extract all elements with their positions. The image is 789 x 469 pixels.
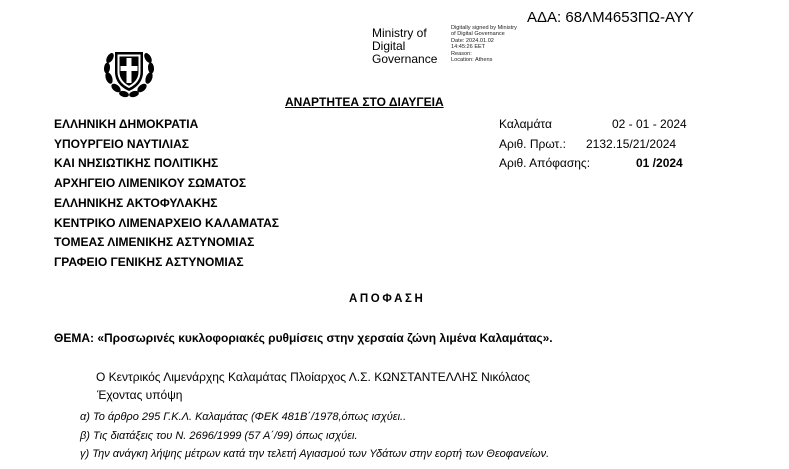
place-label: Καλαμάτα	[499, 117, 552, 131]
signature-detail-line: Digitally signed by Ministry	[451, 25, 517, 31]
consideration-item: α) Το άρθρο 295 Γ.Κ.Λ. Καλαμάτας (ΦΕΚ 481Β΄/1978,όπως ισχύει..	[80, 411, 407, 423]
authority-line: ΚΕΝΤΡΙΚΟ ΛΙΜΕΝΑΡΧΕΙΟ ΚΑΛΑΜΑΤΑΣ	[54, 215, 279, 230]
protocol-label: Αριθ. Πρωτ.:	[499, 136, 566, 151]
document-subject: ΘΕΜΑ: «Προσωρινές κυκλοφοριακές ρυθμίσεις στην χερσαία ζώνη λιμένα Καλαμάτας».	[54, 331, 553, 345]
reference-decision-row	[499, 154, 709, 174]
ada-code: ΑΔΑ: 68ΛΜ4653ΠΩ-ΑΥΥ	[527, 9, 694, 26]
signature-detail-line: 14:45:26 EET	[451, 44, 486, 51]
signature-detail-line: Date: 2024.01.02	[451, 37, 494, 44]
signature-detail-line: of Digital Governance	[451, 31, 505, 38]
signature-detail-line: Location: Athens	[451, 57, 493, 64]
consideration-item: β) Τις διατάξεις του Ν. 2696/1999 (57 Α΄/99) όπως ισχύει.	[80, 429, 358, 442]
signature-detail-line: Reason:	[451, 50, 472, 57]
decision-number: 01 /2024	[636, 156, 683, 171]
protocol-number: 2132.15/21/2024	[586, 136, 677, 151]
posting-title: ΑΝΑΡΤΗΤΕΑ ΣΤΟ ΔΙΑΥΓΕΙΑ	[285, 95, 444, 109]
signature-details	[451, 25, 517, 63]
reference-protocol-row	[499, 135, 709, 155]
having-regard-label: Έχοντας υπόψη	[97, 388, 183, 402]
decision-number-label: Αριθ. Απόφασης:	[499, 156, 591, 171]
authority-line: ΚΑΙ ΝΗΣΙΩΤΙΚΗΣ ΠΟΛΙΤΙΚΗΣ	[54, 156, 219, 171]
authority-line: ΑΡΧΗΓΕΙΟ ΛΙΜΕΝΙΚΟΥ ΣΩΜΑΤΟΣ	[54, 176, 247, 191]
signature-org-line: Ministry of	[372, 26, 427, 40]
authority-line: ΥΠΟΥΡΓΕΙΟ ΝΑΥΤΙΛΙΑΣ	[54, 136, 190, 151]
issuing-authority	[54, 115, 279, 273]
authority-line: ΤΟΜΕΑΣ ΛΙΜΕΝΙΚΗΣ ΑΣΤΥΝΟΜΙΑΣ	[54, 235, 255, 250]
considerations-list	[80, 408, 549, 464]
signature-org-line: Governance	[372, 52, 438, 66]
authority-line: ΕΛΛΗΝΙΚΗ ΔΗΜΟΚΡΑΤΙΑ	[54, 117, 199, 131]
authority-line: ΕΛΛΗΝΙΚΗΣ ΑΚΤΟΦΥΛΑΚΗΣ	[54, 195, 218, 210]
reference-date-row	[499, 115, 709, 135]
authority-line: ΓΡΑΦΕΙΟ ΓΕΝΙΚΗΣ ΑΣΤΥΝΟΜΙΑΣ	[54, 254, 244, 269]
greek-coat-of-arms-icon	[101, 44, 157, 100]
issuing-officer: Ο Κεντρικός Λιμενάρχης Καλαμάτας Πλοίαρχος Λ.Σ. ΚΩΝΣΤΑΝΤΕΛΛΗΣ Νικόλαος	[96, 370, 530, 384]
consideration-item: γ) Την ανάγκη λήψης μέτρων κατά την τελετή Αγιασμού των Υδάτων στην εορτή των Θεοφανείων.	[80, 448, 550, 461]
decision-heading: ΑΠΟΦΑΣΗ	[349, 293, 426, 305]
reference-block	[499, 115, 709, 174]
document-date: 02 - 01 - 2024	[612, 117, 687, 131]
signature-organization	[372, 27, 437, 66]
signature-org-line: Digital	[372, 39, 406, 53]
